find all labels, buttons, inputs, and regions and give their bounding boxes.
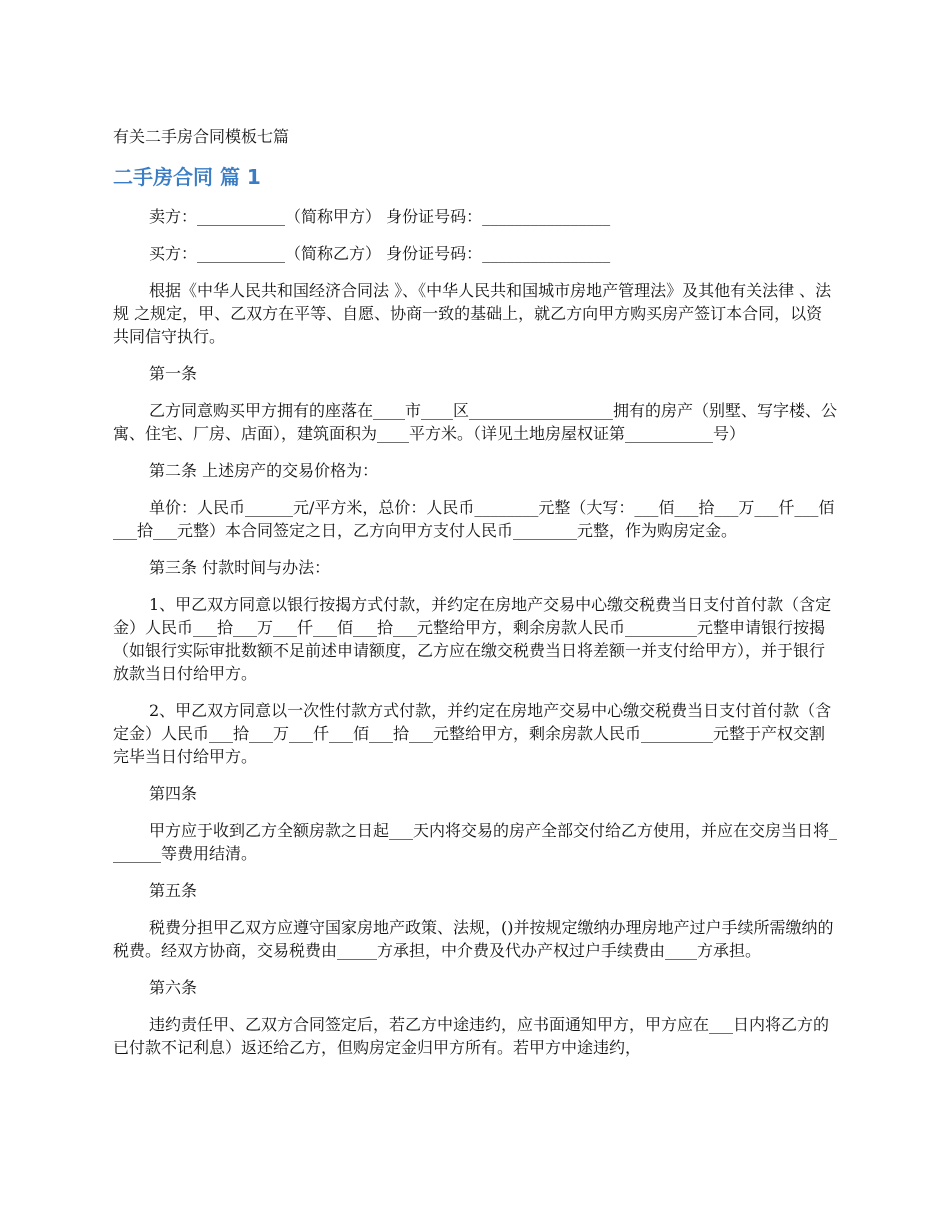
contract-body	[113, 205, 837, 1073]
article-3-item-1: 1、甲乙双方同意以银行按揭方式付款，并约定在房地产交易中心缴交税费当日支付首付款（含定金）人民币___拾___万___仟___佰___拾___元整给甲方，剩余房款人民币_________元整申请银行按揭（如银行实际审批数额不足前述申请额度，乙方应在缴交税费当日将差额一并支付给甲方），并于银行放款当日付给甲方。	[113, 595, 832, 683]
article-1-text: 乙方同意购买甲方拥有的座落在____市____区__________________拥有的房产（别墅、写字楼、公寓、住宅、厂房、店面），建筑面积为____平方米。（详见土地房屋权证第___________号）	[113, 401, 838, 443]
seller-line: 卖方：___________（简称甲方） 身份证号码：________________	[149, 207, 611, 226]
preamble-paragraph: 根据《中华人民共和国经济合同法 》、《中华人民共和国城市房地产管理法》及其他有关法律 、法规 之规定，甲、乙双方在平等、自愿、协商一致的基础上，就乙方向甲方购买房产签订本合同，以资共同信守执行。	[113, 281, 832, 346]
section-heading: 二手房合同 篇 1	[113, 165, 261, 189]
buyer-line: 买方：___________（简称乙方） 身份证号码：________________	[149, 244, 611, 263]
article-2-text: 单价：人民币______元/平方米，总价：人民币________元整（大写：___佰___拾___万___仟___佰___拾___元整）本合同签定之日，乙方向甲方支付人民币________元整，作为购房定金。	[113, 498, 835, 540]
article-2-heading: 第二条 上述房产的交易价格为：	[149, 461, 379, 480]
article-5-text: 税费分担甲乙双方应遵守国家房地产政策、法规，()并按规定缴纳办理房地产过户手续所需缴纳的税费。经双方协商，交易税费由_____方承担，中介费及代办产权过户手续费由____方承担。	[113, 918, 834, 960]
article-4-text: 甲方应于收到乙方全额房款之日起___天内将交易的房产全部交付给乙方使用，并应在交房当日将_______等费用结清。	[113, 821, 838, 863]
article-6-text: 违约责任甲、乙双方合同签定后，若乙方中途违约，应书面通知甲方，甲方应在___日内将乙方的已付款不记利息）返还给乙方，但购房定金归甲方所有。若甲方中途违约，	[113, 1015, 830, 1057]
article-4-heading: 第四条	[149, 784, 198, 803]
article-3-item-2: 2、甲乙双方同意以一次性付款方式付款，并约定在房地产交易中心缴交税费当日支付首付款（含定金）人民币___拾___万___仟___佰___拾___元整给甲方，剩余房款人民币_________元整于产权交割完毕当日付给甲方。	[113, 701, 832, 766]
document-title: 有关二手房合同模板七篇	[113, 127, 290, 146]
article-1-heading: 第一条	[149, 364, 198, 383]
article-3-heading: 第三条 付款时间与办法：	[149, 558, 331, 577]
article-6-heading: 第六条	[149, 978, 198, 997]
article-5-heading: 第五条	[149, 881, 198, 900]
